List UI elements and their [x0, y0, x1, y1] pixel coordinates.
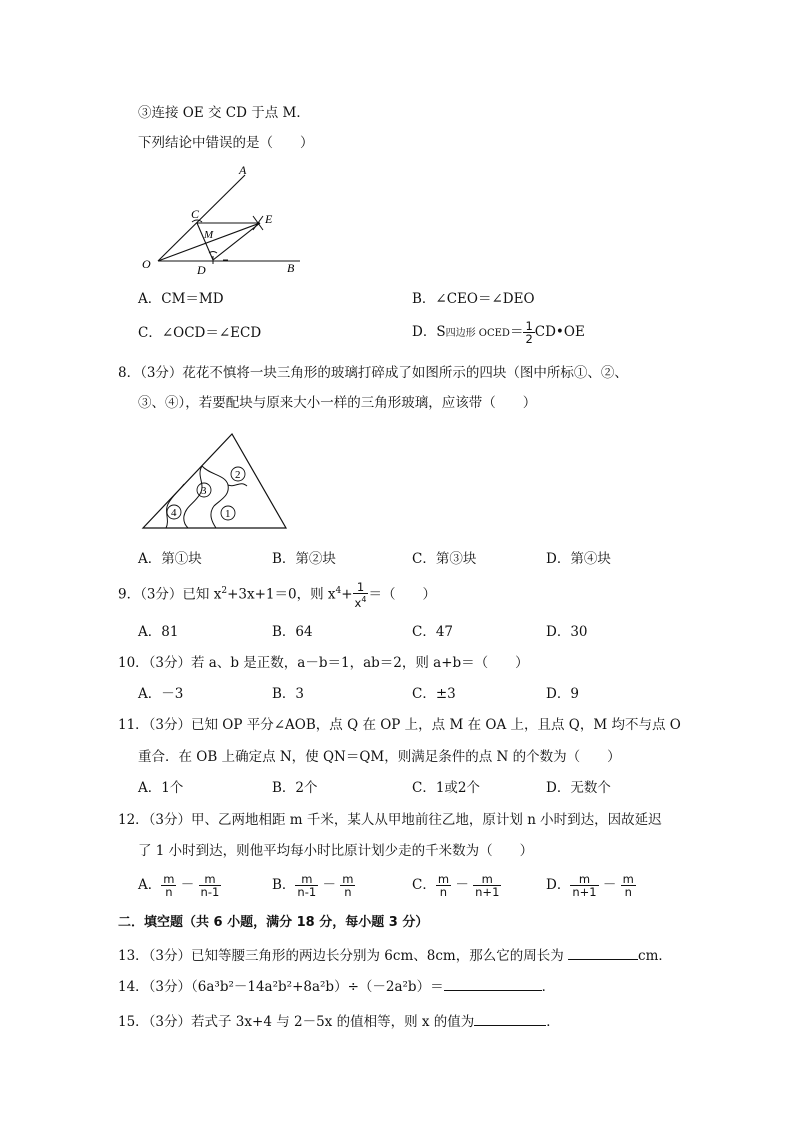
q7-d-sub: 四边形 OCED — [445, 328, 510, 339]
piece-1-num: 1 — [225, 508, 231, 520]
q9-option-d[interactable]: D．30 — [546, 624, 588, 640]
piece-3-num: 3 — [201, 485, 207, 497]
q9-option-c[interactable]: C．47 — [412, 624, 454, 640]
q12-option-b[interactable]: B． $\frac{m}{n-1}$ － $\frac{m}{n}$ — [272, 872, 354, 899]
label-B: B — [287, 261, 295, 275]
q7-d-eq: ＝ — [509, 324, 524, 340]
q15: 15．（3分）若式子 3x+4 与 2－5x 的值相等，则 x 的值为 ． — [118, 1011, 560, 1031]
section-heading-fill-in: 二．填空题（共 6 小题，满分 18 分，每小题 3 分） — [118, 915, 429, 930]
piece-4-num: 4 — [171, 507, 177, 519]
q12-stem-line1: 12．（3分）甲、乙两地相距 m 千米，某人从甲地前往乙地，原计划 n 小时到达，因故延迟 — [118, 812, 662, 828]
q8-option-c[interactable]: C．第③块 — [412, 551, 477, 567]
q7-prompt: 下列结论中错误的是（ ） — [138, 135, 314, 151]
q12-stem-line2: 了 1 小时到达，则他平均每小时比原计划少走的千米数为（ ） — [138, 843, 534, 859]
label-D: D — [197, 263, 206, 277]
q10-stem: 10．（3分）若 a、b 是正数，a－b＝1，ab＝2，则 a+b＝（ ） — [118, 655, 529, 671]
q8-option-d[interactable]: D．第④块 — [546, 551, 611, 567]
q7-angle-figure — [135, 160, 315, 280]
q13-answer-blank[interactable] — [568, 945, 638, 960]
q10-option-c[interactable]: C．±3 — [412, 686, 456, 702]
q7-d-tail: CD•OE — [534, 324, 585, 340]
q7-option-b[interactable]: B．∠CEO＝∠DEO — [412, 291, 535, 307]
q9-fraction: $\frac{1}{x^4}$ — [354, 580, 367, 610]
q12-option-c[interactable]: C． $\frac{m}{n}$ － $\frac{m}{n+1}$ — [412, 872, 500, 899]
q10-option-d[interactable]: D．9 — [546, 686, 579, 702]
q10-option-b[interactable]: B．3 — [272, 686, 305, 702]
q7-option-c[interactable]: C．∠OCD＝∠ECD — [138, 325, 262, 341]
piece-2-num: 2 — [235, 469, 241, 481]
label-O: O — [142, 257, 151, 271]
q7-option-a[interactable]: A．CM＝MD — [138, 291, 224, 307]
label-C: C — [191, 207, 200, 221]
q11-option-b[interactable]: B．2个 — [272, 780, 318, 796]
q8-stem-line2: ③、④），若要配块与原来大小一样的三角形玻璃，应该带（ ） — [138, 395, 537, 411]
q9-option-b[interactable]: B．64 — [272, 624, 313, 640]
q10-option-a[interactable]: A．－3 — [138, 686, 184, 702]
q11-option-c[interactable]: C．1或2个 — [412, 780, 481, 796]
q7-d-prefix: D．S — [412, 324, 446, 340]
q7-step3: ③连接 OE 交 CD 于点 M． — [138, 105, 310, 121]
q14: 14．（3分）（6a³b²－14a²b²+8a²b）÷（－2a²b）＝ ． — [118, 976, 555, 996]
q8-option-a[interactable]: A．第①块 — [138, 551, 202, 567]
q9-stem: 9．（3分）已知 $x^2+3x+1=0$，则 $x^4+$ $\frac{1}{x^4}$ ＝（ ） — [118, 580, 436, 610]
q8-stem-line1: 8．（3分）花花不慎将一块三角形的玻璃打碎成了如图所示的四块（图中所标①、②、 — [118, 365, 628, 381]
q13: 13．（3分）已知等腰三角形的两边长分别为 6cm、8cm，那么它的周长为 cm． — [118, 945, 672, 965]
q8-broken-glass-figure — [140, 430, 290, 534]
q11-option-d[interactable]: D．无数个 — [546, 780, 611, 796]
q11-stem-line1: 11．（3分）已知 OP 平分∠AOB，点 Q 在 OP 上，点 M 在 OA 上，且点 Q，M 均不与点 O — [118, 717, 681, 733]
q9-option-a[interactable]: A．81 — [138, 624, 179, 640]
q14-answer-blank[interactable] — [444, 976, 542, 991]
q7-d-fraction: $\frac{1}{2}$ — [525, 319, 533, 346]
q12-option-a[interactable]: A． $\frac{m}{n}$ － $\frac{m}{n-1}$ — [138, 872, 220, 899]
q11-option-a[interactable]: A．1个 — [138, 780, 184, 796]
label-E: E — [265, 212, 273, 226]
q8-option-b[interactable]: B．第②块 — [272, 551, 336, 567]
q7-option-d[interactable] — [412, 318, 585, 348]
q15-answer-blank[interactable] — [474, 1011, 546, 1026]
label-A: A — [239, 163, 247, 177]
q12-option-d[interactable]: D． $\frac{m}{n+1}$ － $\frac{m}{n}$ — [546, 872, 634, 899]
q11-stem-line2: 重合．在 OB 上确定点 N，使 QN＝QM，则满足条件的点 N 的个数为（ ） — [138, 749, 621, 765]
label-M: M — [204, 229, 214, 241]
